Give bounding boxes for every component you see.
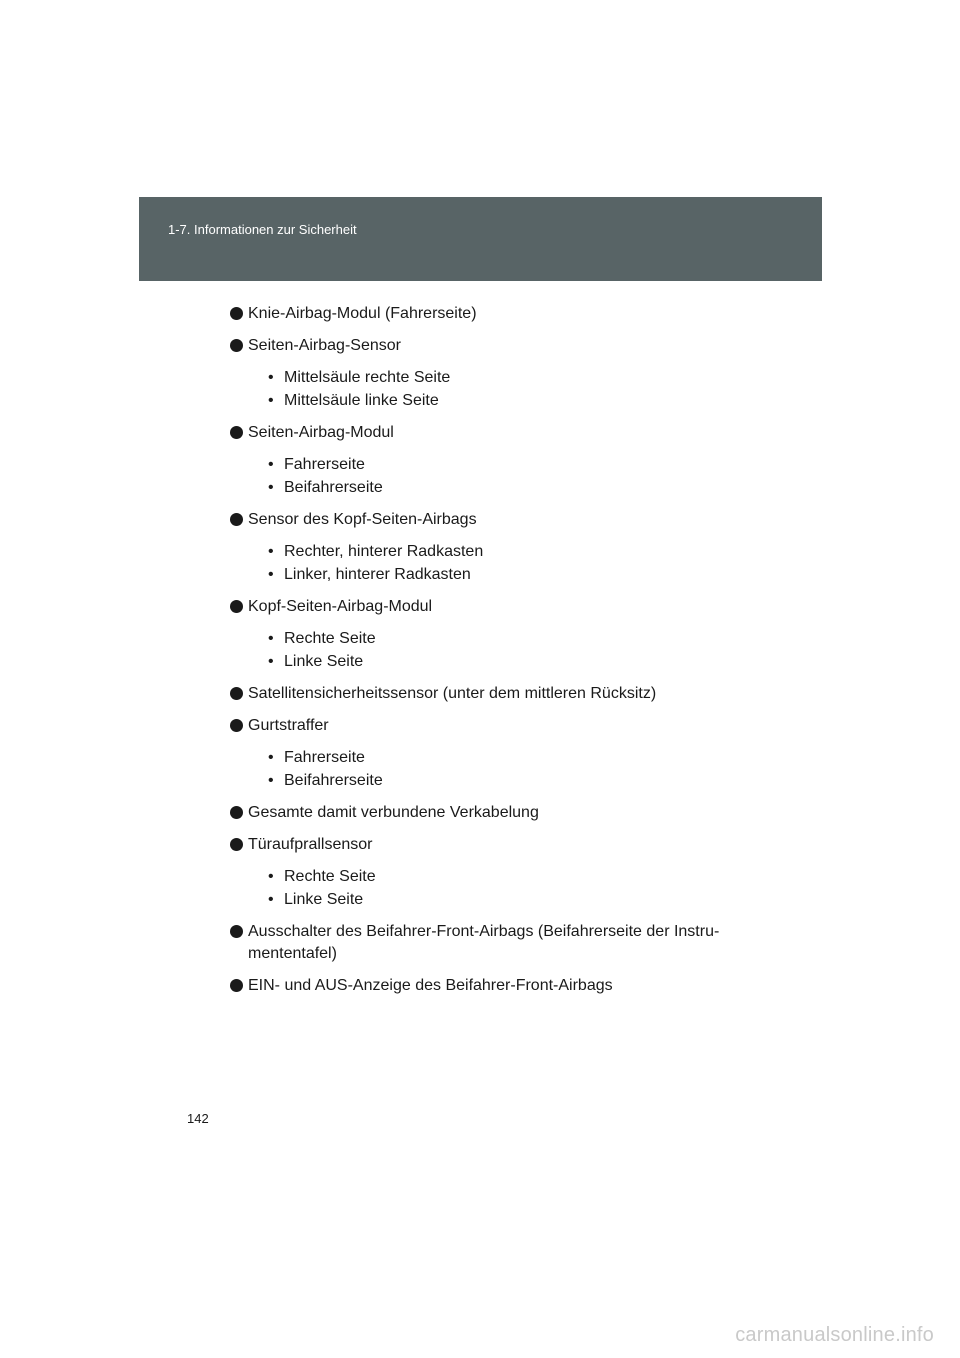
bullet-icon xyxy=(230,426,243,439)
sub-list xyxy=(248,541,790,586)
sub-bullet-icon: • xyxy=(268,749,274,766)
section-title: 1-7. Informationen zur Sicherheit xyxy=(168,222,357,237)
sub-list xyxy=(248,747,790,792)
list-item xyxy=(230,596,790,673)
sub-list-item-text: Linker, hinterer Radkasten xyxy=(284,565,471,583)
bullet-icon xyxy=(230,339,243,352)
sub-list-item xyxy=(248,564,790,587)
sub-bullet-icon: • xyxy=(268,391,274,409)
list-item-text: Kopf-Seiten-Airbag-Modul xyxy=(248,598,433,615)
sub-bullet-icon: • xyxy=(268,630,274,647)
list-item-text: Sensor des Kopf-Seiten-Airbags xyxy=(248,511,477,528)
list-item-text: Ausschalter des Beifahrer-Front-Airbags (Beifahrerseite der Instru-mententafel) xyxy=(248,923,720,962)
list-item xyxy=(230,509,790,586)
sub-list-item xyxy=(248,651,790,674)
sub-list-item xyxy=(248,541,790,564)
sub-list-item-text: Rechte Seite xyxy=(284,630,376,647)
sub-list-item xyxy=(248,628,790,651)
list-item-text: Knie-Airbag-Modul (Fahrerseite) xyxy=(248,305,477,322)
bullet-icon xyxy=(230,838,243,851)
section-header-band xyxy=(139,197,822,281)
list-item-text: Seiten-Airbag-Modul xyxy=(248,424,394,441)
sub-list-item xyxy=(248,390,790,413)
sub-bullet-icon: • xyxy=(268,456,274,473)
list-item xyxy=(230,975,790,997)
list-item xyxy=(230,715,790,792)
list-item xyxy=(230,335,790,412)
sub-bullet-icon: • xyxy=(268,478,274,496)
list-item-text: Türaufprallsensor xyxy=(248,836,373,853)
list-item xyxy=(230,921,763,965)
list-item-text: Gurtstraffer xyxy=(248,717,329,734)
sub-bullet-icon: • xyxy=(268,369,274,386)
sub-list-item xyxy=(248,367,790,390)
bullet-icon xyxy=(230,806,243,819)
sub-list xyxy=(248,367,790,412)
sub-list-item xyxy=(248,770,790,793)
sub-list-item-text: Mittelsäule rechte Seite xyxy=(284,369,451,386)
sub-bullet-icon: • xyxy=(268,543,274,560)
list-item-text: Satellitensicherheitssensor (unter dem mittleren Rücksitz) xyxy=(248,685,657,702)
sub-bullet-icon: • xyxy=(268,652,274,670)
sub-list-item-text: Rechte Seite xyxy=(284,868,376,885)
sub-list-item-text: Fahrerseite xyxy=(284,456,365,473)
sub-bullet-icon: • xyxy=(268,771,274,789)
sub-list-item-text: Rechter, hinterer Radkasten xyxy=(284,543,484,560)
sub-list-item-text: Beifahrerseite xyxy=(284,478,383,496)
sub-list-item-text: Beifahrerseite xyxy=(284,771,383,789)
sub-list-item-text: Fahrerseite xyxy=(284,749,365,766)
list-item-text: Seiten-Airbag-Sensor xyxy=(248,337,401,354)
bullet-icon xyxy=(230,600,243,613)
sub-list-item xyxy=(248,889,790,912)
page-number: 142 xyxy=(187,1111,209,1126)
sub-list-item xyxy=(248,454,790,477)
list-item xyxy=(230,303,790,325)
sub-bullet-icon: • xyxy=(268,890,274,908)
sub-list-item xyxy=(248,477,790,500)
bullet-icon xyxy=(230,925,243,938)
sub-bullet-icon: • xyxy=(268,868,274,885)
watermark: carmanualsonline.info xyxy=(735,1324,934,1346)
bullet-icon xyxy=(230,307,243,320)
bullet-icon xyxy=(230,719,243,732)
bullet-icon xyxy=(230,979,243,992)
bullet-icon xyxy=(230,687,243,700)
list-item xyxy=(230,422,790,499)
sub-list-item-text: Linke Seite xyxy=(284,652,364,670)
bullet-icon xyxy=(230,513,243,526)
sub-list-item-text: Linke Seite xyxy=(284,890,364,908)
sub-bullet-icon: • xyxy=(268,565,274,583)
sub-list xyxy=(248,866,790,911)
sub-list xyxy=(248,454,790,499)
list-item xyxy=(230,683,790,705)
sub-list xyxy=(248,628,790,673)
sub-list-item xyxy=(248,866,790,889)
bullet-list xyxy=(230,303,790,1007)
list-item xyxy=(230,802,790,824)
list-item xyxy=(230,834,790,911)
list-item-text: Gesamte damit verbundene Verkabelung xyxy=(248,804,539,821)
sub-list-item xyxy=(248,747,790,770)
list-item-text: EIN- und AUS-Anzeige des Beifahrer-Front-Airbags xyxy=(248,977,613,994)
sub-list-item-text: Mittelsäule linke Seite xyxy=(284,391,439,409)
